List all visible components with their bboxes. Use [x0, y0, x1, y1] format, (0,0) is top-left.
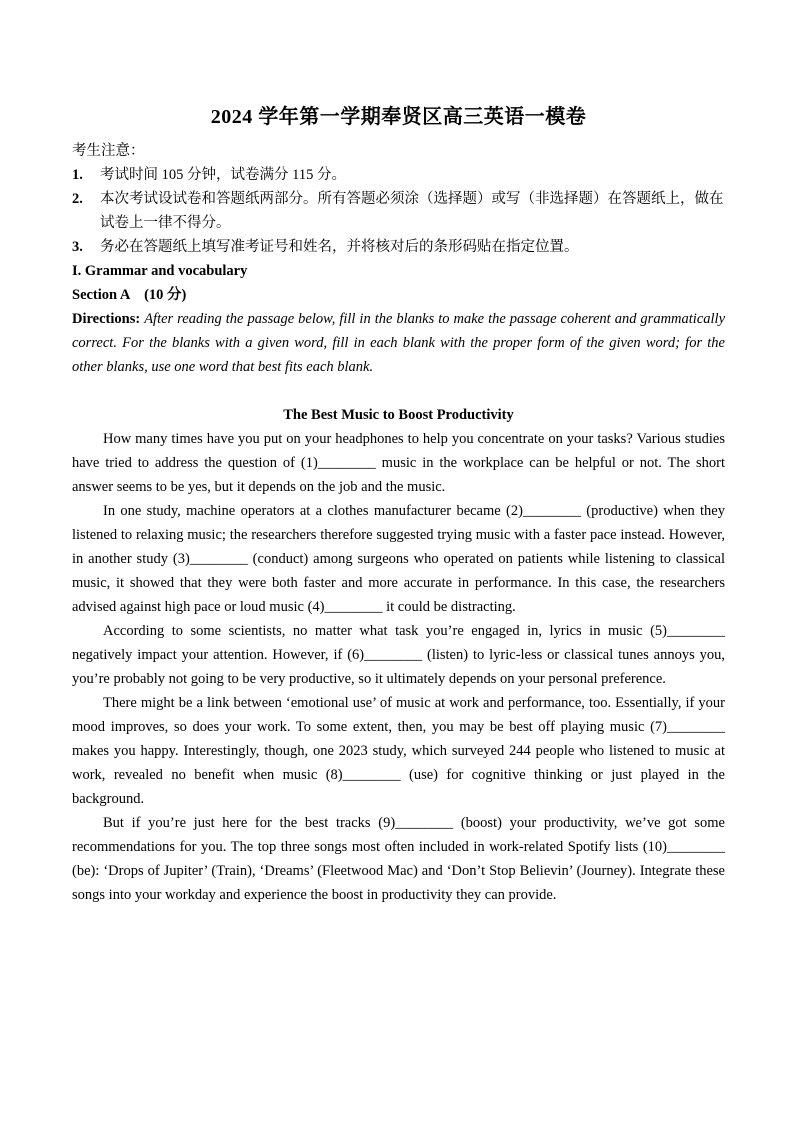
passage-paragraph: According to some scientists, no matter what task you’re engaged in, lyrics in music (5)________ negatively impact your attention. However, if (6)________ (listen) to lyric-less or classical tunes annoys you, you’re probably not going to be very productive, so it ultimately depends on your personal preference.	[72, 623, 725, 687]
notice-item	[72, 235, 725, 259]
exam-page	[72, 100, 725, 907]
passage-paragraph: How many times have you put on your headphones to help you concentrate on your tasks? Various studies have tried to address the question of (1)________ music in the workplace can be helpful or not. The short answer seems to be yes, but it depends on the job and the music.	[72, 431, 725, 495]
notice-item-number: 3.	[72, 239, 83, 255]
directions-label: Directions:	[72, 311, 141, 327]
notice-item-text: 考试时间 105 分钟，试卷满分 115 分。	[100, 167, 346, 183]
notice-item	[72, 163, 725, 187]
passage-paragraph: In one study, machine operators at a clothes manufacturer became (2)________ (productive) when they listened to relaxing music; the researchers therefore suggested trying music with a faster pace instead. However, in another study (3)________ (conduct) among surgeons who operated on patients while listening to classical music, it showed that they were both faster and more accurate in performance. In this case, the researchers advised against high pace or loud music (4)________ it could be distracting.	[72, 503, 725, 615]
notice-item-number: 1.	[72, 167, 83, 183]
notice-item-text: 务必在答题纸上填写准考证号和姓名，并将核对后的条形码贴在指定位置。	[100, 239, 579, 255]
passage-paragraph: There might be a link between ‘emotional use’ of music at work and performance, too. Essentially, if your mood improves, so does your work. To some extent, then, you may be best off playing music (7)________ makes you happy. Interestingly, though, one 2023 study, which surveyed 244 people who listened to music at work, revealed no benefit when music (8)________ (use) for cognitive thinking or just played in the background.	[72, 695, 725, 807]
exam-title: 2024 学年第一学期奉贤区高三英语一模卷	[210, 106, 587, 128]
directions	[72, 307, 725, 379]
notice-list	[72, 163, 725, 259]
notice-heading: 考生注意：	[72, 143, 145, 159]
directions-text: After reading the passage below, fill in the blanks to make the passage coherent and grammatically correct. For the blanks with a given word, fill in each blank with the proper form of the given word; for the other blanks, use one word that best fits each blank.	[72, 311, 726, 375]
passage-title: The Best Music to Boost Productivity	[283, 407, 514, 423]
notice-item-text: 本次考试设试卷和答题纸两部分。所有答题必须涂（选择题）或写（非选择题）在答题纸上，做在试卷上一律不得分。	[100, 191, 724, 231]
passage-paragraph: But if you’re just here for the best tracks (9)________ (boost) your productivity, we’ve got some recommendations for you. The top three songs most often included in work-related Spotify lists (10)________ (be): ‘Drops of Jupiter’ (Train), ‘Dreams’ (Fleetwood Mac) and ‘Don’t Stop Believin’ (Journey). Integrate these songs into your workday and experience the boost in productivity they can provide.	[72, 815, 725, 903]
notice-item	[72, 187, 725, 235]
section-heading: Section A (10 分)	[72, 287, 187, 303]
part-heading: I. Grammar and vocabulary	[72, 263, 248, 279]
notice-item-number: 2.	[72, 191, 83, 207]
